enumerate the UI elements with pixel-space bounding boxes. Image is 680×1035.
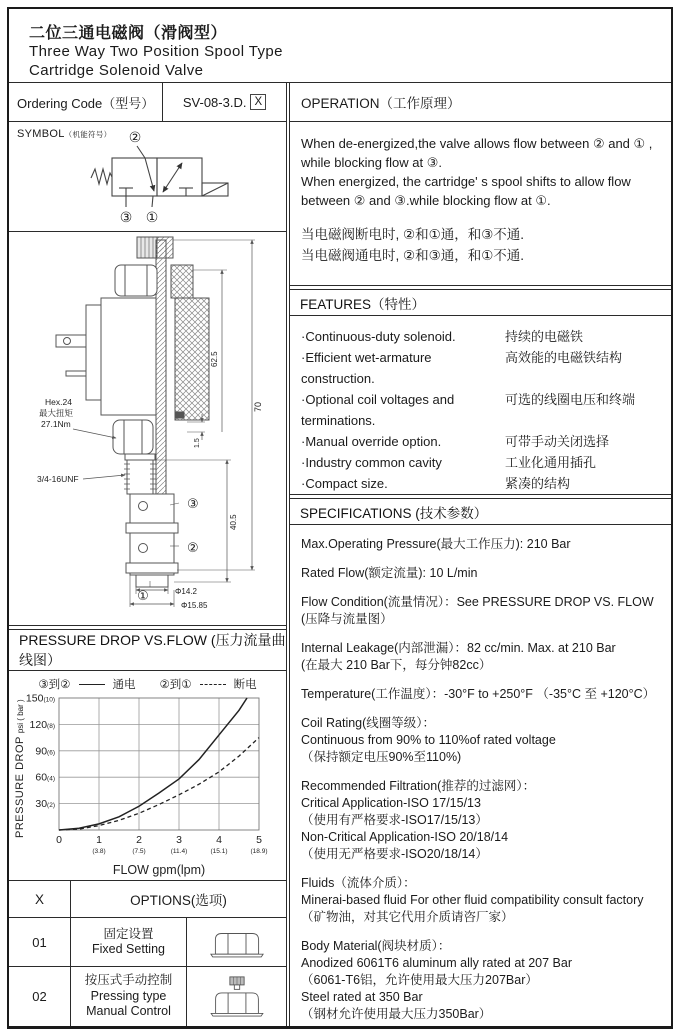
spec-line: （保持额定电压90%至110%) bbox=[301, 750, 462, 764]
table-row bbox=[9, 918, 286, 967]
symbol-port-1: ① bbox=[145, 209, 159, 225]
armature-tube bbox=[175, 298, 209, 420]
valve-cross-section bbox=[9, 232, 286, 625]
option-02-line2: Pressing type bbox=[90, 988, 167, 1003]
feature-en: ·Compact size. bbox=[301, 476, 388, 491]
ordering-code-option-x: X bbox=[250, 94, 266, 110]
features-body bbox=[290, 316, 671, 495]
option-01-icon-cell bbox=[187, 918, 286, 966]
options-header-row bbox=[9, 881, 286, 918]
options-header-x: X bbox=[9, 881, 71, 917]
symbol-port-2: ② bbox=[128, 129, 142, 145]
page-title-zh: 二位三通电磁阀（滑阀型） bbox=[29, 25, 228, 42]
svg-text:60(4): 60(4) bbox=[35, 771, 55, 784]
spec-line: Max.Operating Pressure(最大工作压力): 210 Bar bbox=[301, 537, 571, 551]
spec-line: Rated Flow(额定流量): 10 L/min bbox=[301, 566, 478, 580]
spec-line: Temperature(工作温度）：-30°F to +250°F （-35°C 至 +120°C） bbox=[301, 687, 656, 701]
feature-zh: 工业化通用插孔 bbox=[505, 455, 597, 470]
svg-text:4: 4 bbox=[216, 834, 222, 846]
ordering-code-value bbox=[163, 83, 286, 121]
upper-hex-nut bbox=[115, 265, 157, 296]
features-header: FEATURES（特性） bbox=[290, 289, 671, 316]
svg-text:150(10): 150(10) bbox=[25, 692, 55, 705]
cross-section-drawing bbox=[9, 232, 286, 626]
svg-text:(11.4): (11.4) bbox=[170, 848, 188, 855]
chart-xlabel: FLOW gpm(lpm) bbox=[112, 863, 206, 877]
spec-block bbox=[301, 640, 663, 674]
hex-torque-label-3: 27.1Nm bbox=[41, 419, 71, 429]
feature-zh: 高效能的电磁铁结构 bbox=[505, 350, 623, 365]
svg-text:30(2): 30(2) bbox=[35, 798, 55, 811]
spec-block bbox=[301, 686, 663, 703]
spec-line: Minerai-based fluid For other fluid compatibility consult factory bbox=[301, 893, 644, 907]
legend-label-deenergized: 断电 bbox=[233, 679, 257, 691]
spec-block bbox=[301, 715, 663, 766]
spec-line: (压降与流量图） bbox=[301, 612, 393, 626]
din-connector bbox=[86, 305, 101, 400]
spec-line: （使用无严格要求-ISO20/18/14） bbox=[301, 847, 488, 861]
spec-line: Recommended Filtration(推荐的过滤网）： bbox=[301, 779, 536, 793]
list-item bbox=[301, 473, 663, 494]
specifications-body bbox=[290, 525, 671, 1035]
svg-text:(7.5): (7.5) bbox=[132, 848, 146, 855]
hex-torque-label-2: 最大扭矩 bbox=[39, 408, 74, 418]
spec-line: Critical Application-ISO 17/15/13 bbox=[301, 796, 481, 810]
spec-line: （6061-T6铝，允许使用最大压力207Bar） bbox=[301, 973, 538, 987]
spec-line: （钢材允许使用最大压力350Bar） bbox=[301, 1007, 492, 1021]
option-code-01: 01 bbox=[9, 918, 71, 966]
thread-section bbox=[127, 460, 153, 494]
datasheet-page bbox=[7, 7, 673, 1029]
spec-line: Coil Rating(线圈等级）： bbox=[301, 716, 436, 730]
drawing-port-3: ③ bbox=[187, 496, 199, 511]
manual-override-knob bbox=[137, 237, 157, 258]
operation-header: OPERATION（工作原理） bbox=[290, 83, 671, 122]
feature-zh: 可带手动关闭选择 bbox=[505, 434, 610, 449]
list-item bbox=[301, 452, 663, 473]
feature-en: ·Manual override option. bbox=[301, 434, 442, 449]
page-title-en-line2: Cartridge Solenoid Valve bbox=[29, 61, 204, 79]
pressure-drop-chart-section bbox=[9, 671, 286, 881]
options-table bbox=[9, 881, 286, 1026]
option-code-02: 02 bbox=[9, 967, 71, 1026]
options-header-title: OPTIONS(选项) bbox=[130, 893, 227, 908]
operation-body bbox=[290, 122, 671, 286]
option-02-line1: 按压式手动控制 bbox=[84, 973, 173, 988]
ordering-code-label: Ordering Code（型号） bbox=[9, 83, 163, 121]
feature-en: ·Optional coil voltages and terminations. bbox=[301, 392, 455, 428]
list-item bbox=[301, 389, 663, 431]
spec-line: Flow Condition(流量情况）：See PRESSURE DROP VS. FLOW bbox=[301, 595, 654, 609]
spec-line: Steel rated at 350 Bar bbox=[301, 990, 423, 1004]
dim-70: 70 bbox=[253, 401, 263, 412]
symbol-section bbox=[9, 122, 286, 232]
option-desc-01 bbox=[71, 918, 187, 966]
spec-line: (在最大 210 Bar下，每分钟82cc） bbox=[301, 658, 492, 672]
table-row bbox=[9, 967, 286, 1026]
option-desc-02 bbox=[71, 967, 187, 1026]
spec-block bbox=[301, 778, 663, 863]
list-item bbox=[301, 431, 663, 452]
chart-legend bbox=[9, 676, 286, 692]
spec-block bbox=[301, 536, 663, 553]
svg-text:(3.8): (3.8) bbox=[92, 848, 106, 855]
feature-zh: 紧凑的结构 bbox=[505, 476, 571, 491]
svg-text:3: 3 bbox=[176, 834, 182, 846]
svg-text:5: 5 bbox=[256, 834, 262, 846]
right-column bbox=[289, 83, 671, 1026]
legend-label-energized: 通电 bbox=[112, 679, 136, 691]
spec-line: （使用有严格要求-ISO17/15/13） bbox=[301, 813, 488, 827]
spec-block bbox=[301, 565, 663, 582]
left-column bbox=[9, 83, 287, 1026]
dim-1-5: 1.5 bbox=[194, 438, 201, 448]
option-01-line2: Fixed Setting bbox=[92, 942, 165, 956]
dim-dia-14-2: Φ14.2 bbox=[175, 587, 197, 596]
list-item bbox=[301, 347, 663, 389]
option-02-line3: Manual Control bbox=[86, 1004, 171, 1019]
thread-label: 3/4-16UNF bbox=[37, 474, 79, 484]
symbol-label bbox=[17, 128, 111, 140]
symbol-port-3: ③ bbox=[119, 209, 133, 225]
operation-text-en-2: When energized, the cartridge' s spool shifts to allow flow between ② and ③.while blocking flow at ①. bbox=[301, 174, 631, 208]
hex-nut-with-knob-icon bbox=[210, 976, 264, 1017]
feature-zh: 持续的电磁铁 bbox=[505, 329, 584, 344]
svg-text:90(6): 90(6) bbox=[35, 745, 55, 758]
spec-block bbox=[301, 594, 663, 628]
svg-text:(15.1): (15.1) bbox=[210, 848, 228, 855]
spec-block bbox=[301, 875, 663, 926]
operation-text-zh-1: 当电磁阀断电时, ②和①通，和③不通. bbox=[301, 227, 525, 242]
specifications-header: SPECIFICATIONS (技术参数） bbox=[290, 498, 671, 525]
pressure-drop-chart bbox=[9, 692, 281, 880]
solenoid-coil bbox=[101, 298, 156, 415]
spec-line: Body Material(阀块材质）： bbox=[301, 939, 451, 953]
curve-deenergized bbox=[59, 738, 259, 830]
feature-en: ·Industry common cavity bbox=[301, 455, 442, 470]
feature-en: ·Efficient wet-armature construction. bbox=[301, 350, 432, 386]
symbol-label-en: SYMBOL bbox=[17, 128, 65, 140]
spec-line: Continuous from 90% to 110%of rated voltage bbox=[301, 733, 556, 747]
spec-line: Non-Critical Application-ISO 20/18/14 bbox=[301, 830, 509, 844]
option-01-line1: 固定设置 bbox=[103, 926, 154, 941]
pressure-drop-header: PRESSURE DROP VS.FLOW (压力流量曲线图） bbox=[9, 629, 286, 671]
dim-dia-15-85: Φ15.85 bbox=[181, 601, 208, 610]
ordering-code-prefix: SV-08-3.D. bbox=[182, 94, 247, 110]
legend-ports-deenergized: ②到① bbox=[159, 679, 192, 691]
spec-line: （矿物油，对其它代用介质请咨厂家） bbox=[301, 910, 514, 924]
spring-icon bbox=[91, 169, 112, 184]
legend-dashed-line-sample bbox=[200, 684, 226, 685]
page-title-en-line1: Three Way Two Position Spool Type bbox=[29, 43, 283, 60]
list-item bbox=[301, 326, 663, 347]
hex-nut-icon bbox=[210, 927, 264, 958]
spec-line: Anodized 6061T6 aluminum ally rated at 207 Bar bbox=[301, 956, 572, 970]
spec-block bbox=[301, 938, 663, 1023]
drawing-port-1: ① bbox=[137, 588, 149, 603]
legend-solid-line-sample bbox=[79, 684, 105, 685]
spec-line: Fluids（流体介质）： bbox=[301, 876, 416, 890]
svg-text:1: 1 bbox=[96, 834, 102, 846]
feature-en: ·Continuous-duty solenoid. bbox=[301, 329, 456, 344]
ordering-code-row bbox=[9, 83, 286, 122]
operation-text-en-1: When de-energized,the valve allows flow between ② and ① , while blocking flow at ③. bbox=[301, 136, 653, 170]
chart-ylabel: PRESSURE DROPpsi ( bar ) bbox=[14, 699, 26, 838]
lower-hex-nut bbox=[113, 420, 153, 454]
drawing-port-2: ② bbox=[187, 540, 199, 555]
title-block bbox=[9, 9, 671, 83]
svg-text:0: 0 bbox=[56, 834, 62, 846]
operation-text-zh-2: 当电磁阀通电时, ②和③通，和①不通. bbox=[301, 248, 525, 263]
dim-40-5: 40.5 bbox=[229, 514, 238, 530]
feature-zh: 可选的线圈电压和终端 bbox=[505, 392, 636, 407]
option-02-icon-cell bbox=[187, 967, 286, 1026]
solenoid-icon bbox=[202, 183, 228, 196]
symbol-label-zh: （机能符号） bbox=[64, 130, 112, 139]
svg-text:2: 2 bbox=[136, 834, 142, 846]
hex-torque-label-1: Hex.24 bbox=[45, 397, 72, 407]
spec-line: Internal Leakage(内部泄漏）：82 cc/min. Max. at 210 Bar bbox=[301, 641, 616, 655]
svg-text:120(8): 120(8) bbox=[29, 718, 55, 731]
dim-62-5: 62.5 bbox=[210, 351, 219, 367]
legend-ports-energized: ③到② bbox=[38, 679, 71, 691]
svg-text:(18.9): (18.9) bbox=[250, 848, 268, 855]
